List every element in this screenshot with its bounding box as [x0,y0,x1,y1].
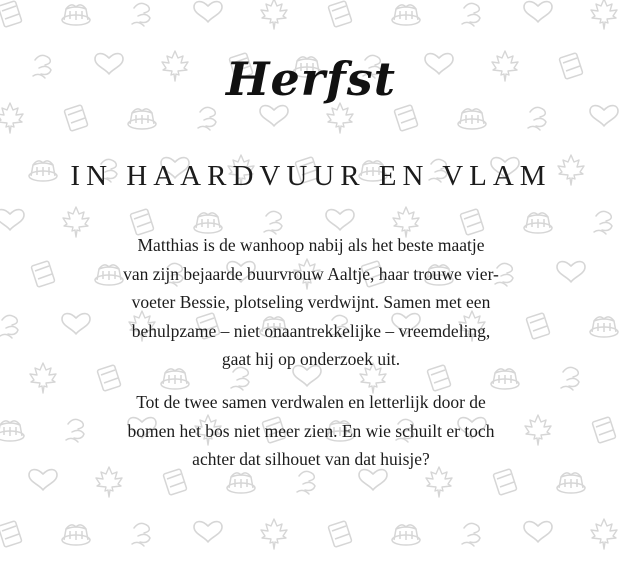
paragraph-line: behulpzame – niet onaantrekkelijke – vreemdeling, [131,320,491,341]
paragraph-line: Tot de twee samen verdwalen en letterlijk door de [136,392,486,412]
paragraph-line: van zijn bejaarde buurvrouw Aaltje, haar trouwe vier- [123,263,499,284]
paragraph-line: voeter Bessie, plotseling verdwijnt. Samen met een [131,292,491,312]
paragraph-1 [0,231,622,374]
paragraph-line: achter dat silhouet van dat huisje? [192,449,430,469]
paragraph-2 [0,388,622,474]
paragraph-line: bomen het bos niet meer zien. En wie schuilt er toch [127,420,495,441]
page-title: Herfst [226,52,396,106]
paragraph-line: Matthias is de wanhoop nabij als het beste maatje [137,235,485,255]
page-subtitle: IN HAARDVUUR EN VLAM [70,160,552,192]
paragraph-line: gaat hij op onderzoek uit. [221,349,401,369]
